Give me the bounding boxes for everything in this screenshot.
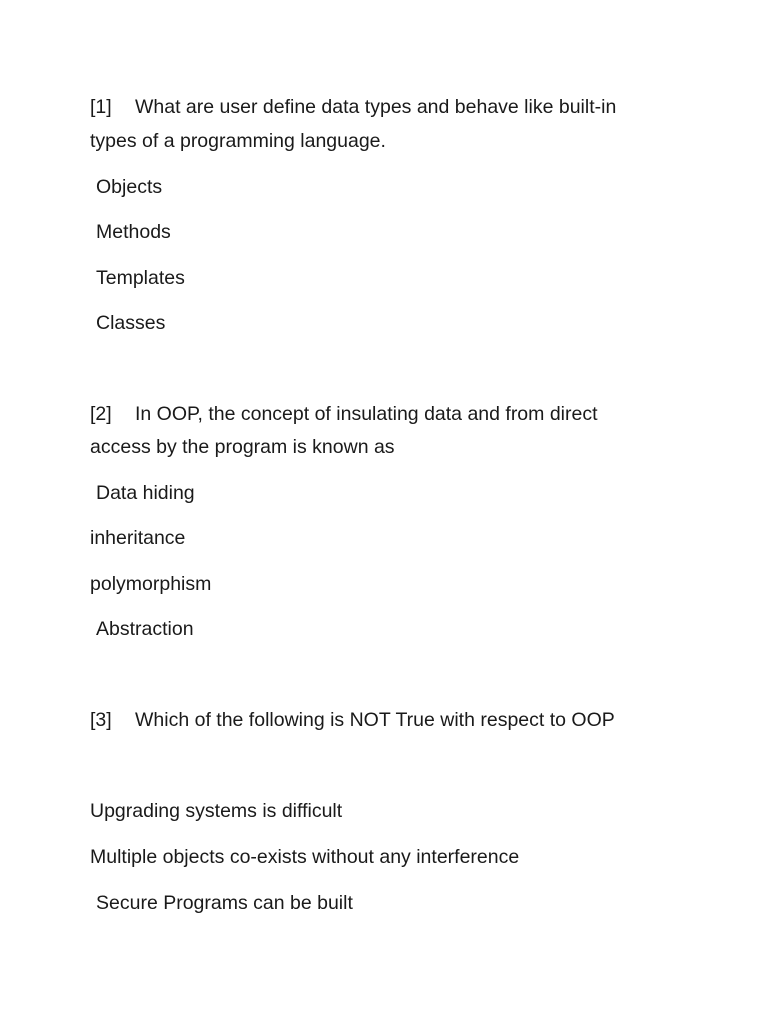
question-2-option-3: polymorphism [90, 573, 212, 595]
question-1-option-2: Methods [96, 221, 171, 243]
question-2-text: In OOP, the concept of insulating data and from direct [135, 403, 598, 425]
question-1-text: What are user define data types and behave like built-in [135, 96, 617, 118]
question-3-option-3: Secure Programs can be built [96, 892, 353, 914]
question-3-text: Which of the following is NOT True with respect to OOP [135, 709, 615, 731]
question-1-option-3: Templates [96, 267, 185, 289]
question-1-line-2: types of a programming language. [90, 130, 386, 152]
question-2-option-1: Data hiding [96, 482, 195, 504]
question-1-option-1: Objects [96, 176, 163, 198]
question-2-option-2: inheritance [90, 527, 186, 549]
question-3-option-1: Upgrading systems is difficult [90, 800, 343, 822]
question-3-line-1 [90, 708, 615, 732]
question-1-option-4: Classes [96, 312, 166, 334]
question-2-line-2: access by the program is known as [90, 436, 395, 458]
question-2-line-1 [90, 402, 598, 426]
question-2-option-4: Abstraction [96, 618, 194, 640]
question-3-option-2: Multiple objects co-exists without any interference [90, 846, 520, 868]
question-1-line-1 [90, 95, 616, 119]
question-1-number: [1] [90, 96, 112, 118]
question-2-number: [2] [90, 403, 112, 425]
question-3-number: [3] [90, 709, 112, 731]
